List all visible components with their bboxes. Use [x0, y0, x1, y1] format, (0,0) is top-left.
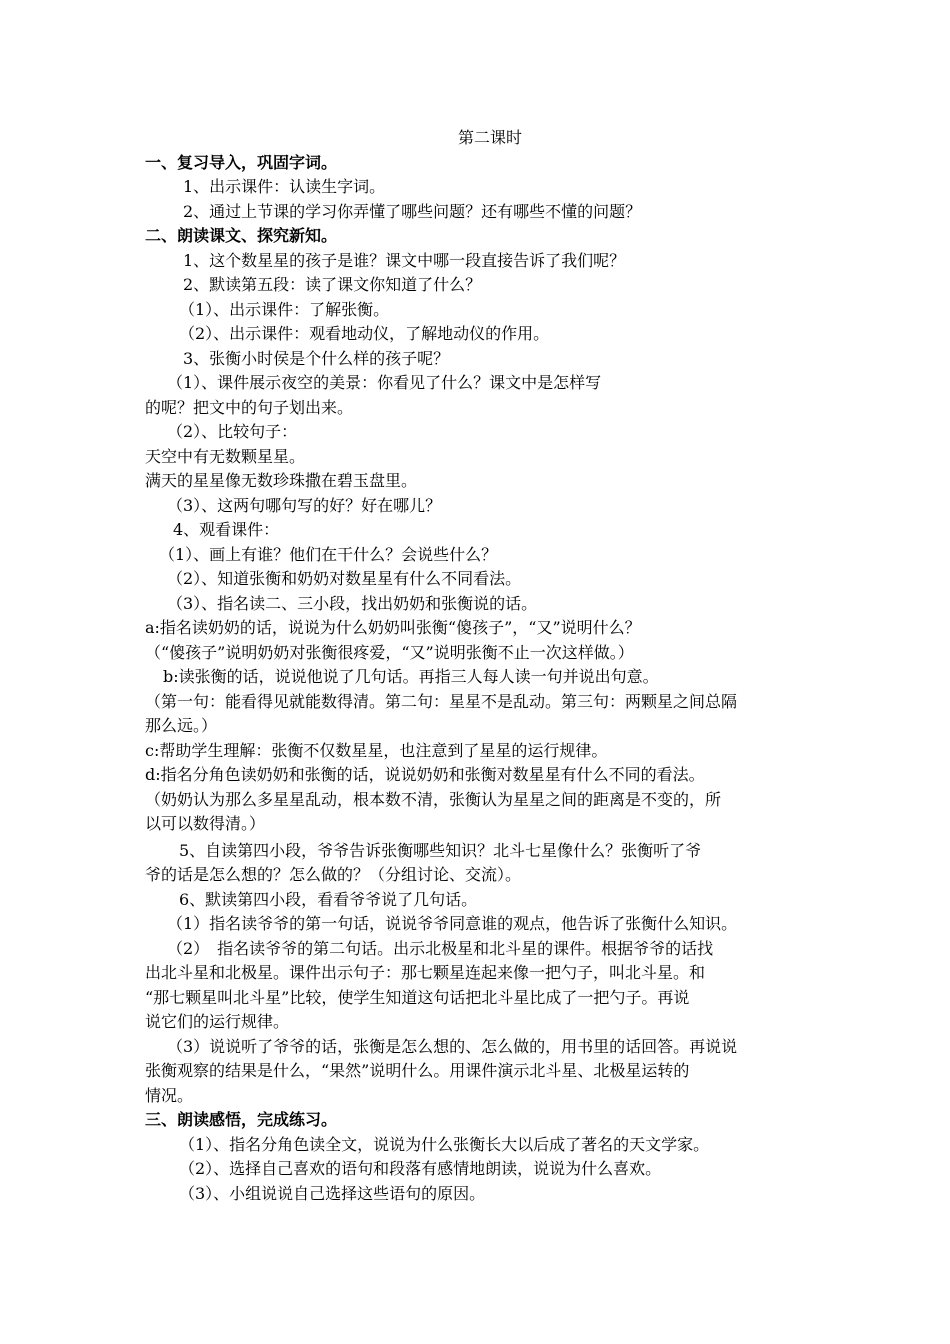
paragraph-line: （3）说说听了爷爷的话，张衡是怎么想的、怎么做的，用书里的话回答。再说说 [167, 1036, 738, 1056]
paragraph-line: 1、出示课件：认读生字词。 [183, 177, 386, 196]
paragraph-line: 那么远。） [145, 716, 218, 735]
paragraph-line: （2）、出示课件：观看地动仪，了解地动仪的作用。 [179, 324, 550, 343]
paragraph-line: 说它们的运行规律。 [145, 1012, 290, 1031]
paragraph-line: 4、观看课件： [173, 520, 280, 539]
paragraph-line: 爷的话是怎么想的？怎么做的？（分组讨论、交流）。 [145, 865, 522, 884]
paragraph-line: 满天的星星像无数珍珠撒在碧玉盘里。 [145, 471, 418, 490]
paragraph-line: （2） 指名读爷爷的第二句话。出示北极星和北斗星的课件。根据爷爷的话找 [167, 938, 714, 958]
paragraph-line: （“傻孩子”说明奶奶对张衡很疼爱，“又”说明张衡不止一次这样做。） [145, 642, 634, 662]
paragraph-line: 1、这个数星星的孩子是谁？课文中哪一段直接告诉了我们呢？ [183, 250, 626, 270]
paragraph-line: 出北斗星和北极星。课件出示句子：那七颗星连起来像一把勺子，叫北斗星。和 [145, 963, 706, 982]
paragraph-line: （1）、课件展示夜空的美景：你看见了什么？课文中是怎样写 [167, 373, 602, 392]
section-heading: 三、朗读感悟，完成练习。 [145, 1110, 338, 1129]
paragraph-line: b:读张衡的话，说说他说了几句话。再指三人每人读一句并说出句意。 [163, 667, 659, 686]
paragraph-line: 5、自读第四小段，爷爷告诉张衡哪些知识？北斗七星像什么？张衡听了爷 [179, 840, 702, 860]
paragraph-line: （3）、指名读二、三小段，找出奶奶和张衡说的话。 [167, 593, 538, 613]
paragraph-line: （2）、选择自己喜欢的语句和段落有感情地朗读，说说为什么喜欢。 [179, 1159, 662, 1178]
paragraph-line: 以可以数得清。） [145, 814, 266, 833]
paragraph-line: a:指名读奶奶的话，说说为什么奶奶叫张衡“傻孩子”，“又”说明什么？ [145, 618, 641, 637]
paragraph-line: （1）、画上有谁？他们在干什么？会说些什么？ [159, 544, 498, 564]
paragraph-line: 2、通过上节课的学习你弄懂了哪些问题？还有哪些不懂的问题？ [183, 201, 642, 221]
paragraph-line: 情况。 [145, 1085, 194, 1105]
paragraph-line: d:指名分角色读奶奶和张衡的话，说说奶奶和张衡对数星星有什么不同的看法。 [145, 765, 705, 784]
paragraph-line: （1）、指名分角色读全文，说说为什么张衡长大以后成了著名的天文学家。 [179, 1134, 710, 1154]
paragraph-line: c:帮助学生理解：张衡不仅数星星，也注意到了星星的运行规律。 [145, 740, 608, 760]
paragraph-line: 的呢？把文中的句子划出来。 [145, 397, 354, 417]
paragraph-line: （奶奶认为那么多星星乱动，根本数不清，张衡认为星星之间的距离是不变的，所 [145, 789, 722, 809]
paragraph-line: （1）指名读爷爷的第一句话，说说爷爷同意谁的观点，他告诉了张衡什么知识。 [167, 914, 738, 933]
paragraph-line: （2）、知道张衡和奶奶对数星星有什么不同看法。 [167, 569, 522, 588]
paragraph-line: （第一句：能看得见就能数得清。第二句：星星不是乱动。第三句：两颗星之间总隔 [145, 691, 738, 711]
paragraph-line: （3）、小组说说自己选择这些语句的原因。 [179, 1183, 486, 1203]
paragraph-line: 6、默读第四小段，看看爷爷说了几句话。 [179, 889, 478, 909]
paragraph-line: 2、默读第五段：读了课文你知道了什么？ [183, 275, 482, 294]
section-heading: 一、复习导入，巩固字词。 [145, 152, 338, 172]
paragraph-line: 张衡观察的结果是什么，“果然”说明什么。用课件演示北斗星、北极星运转的 [145, 1061, 690, 1080]
paragraph-line: （2）、比较句子： [167, 422, 298, 441]
section-heading: 二、朗读课文、探究新知。 [145, 226, 338, 245]
paragraph-line: 3、张衡小时侯是个什么样的孩子呢？ [183, 348, 450, 368]
page-title: 第二课时 [457, 128, 522, 147]
paragraph-line: （1）、出示课件：了解张衡。 [179, 299, 390, 319]
document-body [145, 126, 825, 1206]
paragraph-line: “那七颗星叫北斗星”比较，使学生知道这句话把北斗星比成了一把勺子。再说 [145, 987, 690, 1007]
paragraph-line: 天空中有无数颗星星。 [145, 446, 306, 466]
paragraph-line: （3）、这两句哪句写的好？好在哪儿？ [167, 495, 442, 515]
